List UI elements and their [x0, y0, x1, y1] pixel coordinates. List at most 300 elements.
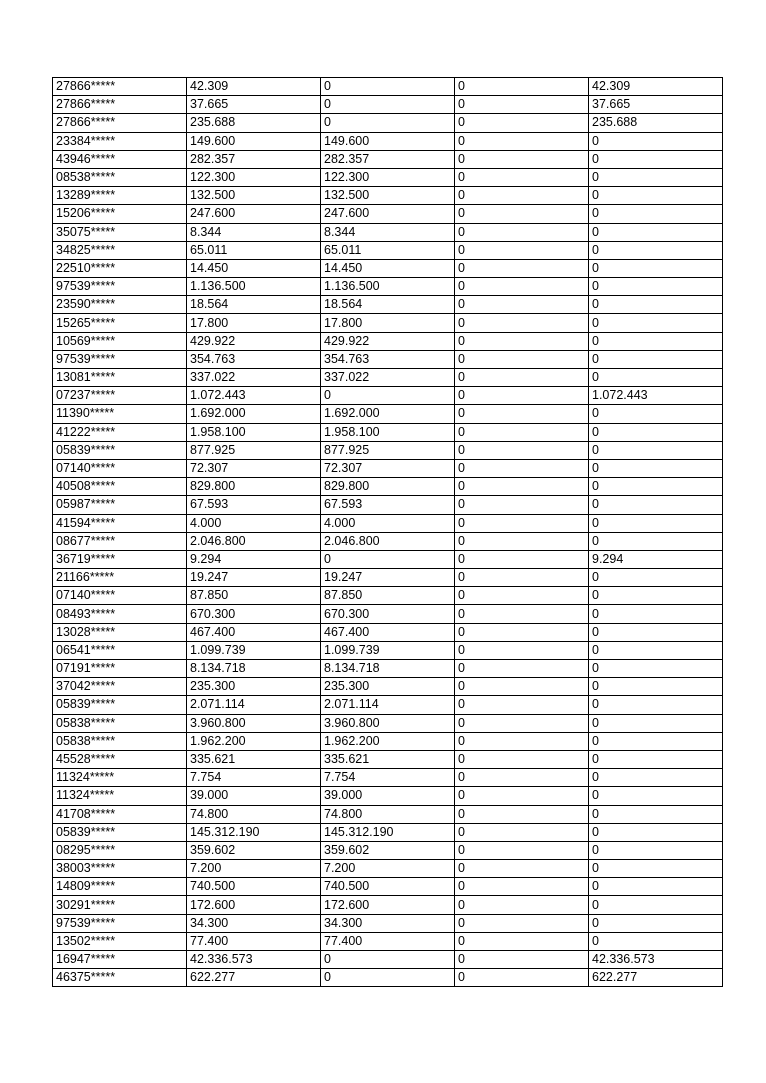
- table-row: [53, 660, 723, 678]
- column-5-cell: 0: [589, 914, 723, 932]
- column-3-cell: 18.564: [321, 296, 455, 314]
- amount-cell: 1.958.100: [187, 423, 321, 441]
- table-row: [53, 678, 723, 696]
- column-4-cell: 0: [455, 459, 589, 477]
- amount-cell: 7.200: [187, 860, 321, 878]
- column-5-cell: 235.688: [589, 114, 723, 132]
- column-5-cell: 0: [589, 878, 723, 896]
- amount-cell: 3.960.800: [187, 714, 321, 732]
- column-4-cell: 0: [455, 369, 589, 387]
- table-row: [53, 805, 723, 823]
- column-4-cell: 0: [455, 223, 589, 241]
- data-table: [52, 77, 723, 987]
- amount-cell: 149.600: [187, 132, 321, 150]
- id-cell: 08493*****: [53, 605, 187, 623]
- table-row: [53, 478, 723, 496]
- table-row: [53, 459, 723, 477]
- amount-cell: 8.134.718: [187, 660, 321, 678]
- column-4-cell: 0: [455, 296, 589, 314]
- column-5-cell: 0: [589, 187, 723, 205]
- column-3-cell: 132.500: [321, 187, 455, 205]
- column-5-cell: 0: [589, 259, 723, 277]
- id-cell: 46375*****: [53, 969, 187, 987]
- column-4-cell: 0: [455, 623, 589, 641]
- column-5-cell: 0: [589, 241, 723, 259]
- column-3-cell: 337.022: [321, 369, 455, 387]
- table-row: [53, 951, 723, 969]
- column-5-cell: 42.336.573: [589, 951, 723, 969]
- table-row: [53, 769, 723, 787]
- id-cell: 97539*****: [53, 350, 187, 368]
- amount-cell: 77.400: [187, 932, 321, 950]
- id-cell: 14809*****: [53, 878, 187, 896]
- amount-cell: 39.000: [187, 787, 321, 805]
- column-5-cell: 0: [589, 750, 723, 768]
- column-3-cell: 8.344: [321, 223, 455, 241]
- id-cell: 41222*****: [53, 423, 187, 441]
- column-4-cell: 0: [455, 405, 589, 423]
- column-3-cell: 7.200: [321, 860, 455, 878]
- column-4-cell: 0: [455, 150, 589, 168]
- amount-cell: 42.309: [187, 78, 321, 96]
- id-cell: 07237*****: [53, 387, 187, 405]
- column-4-cell: 0: [455, 805, 589, 823]
- column-4-cell: 0: [455, 387, 589, 405]
- id-cell: 05838*****: [53, 714, 187, 732]
- id-cell: 15206*****: [53, 205, 187, 223]
- id-cell: 27866*****: [53, 114, 187, 132]
- table-row: [53, 878, 723, 896]
- column-4-cell: 0: [455, 550, 589, 568]
- table-row: [53, 623, 723, 641]
- amount-cell: 172.600: [187, 896, 321, 914]
- amount-cell: 740.500: [187, 878, 321, 896]
- column-4-cell: 0: [455, 187, 589, 205]
- id-cell: 05839*****: [53, 823, 187, 841]
- column-5-cell: 0: [589, 805, 723, 823]
- amount-cell: 42.336.573: [187, 951, 321, 969]
- column-4-cell: 0: [455, 423, 589, 441]
- amount-cell: 18.564: [187, 296, 321, 314]
- amount-cell: 7.754: [187, 769, 321, 787]
- column-5-cell: 0: [589, 514, 723, 532]
- column-5-cell: 0: [589, 587, 723, 605]
- column-3-cell: 8.134.718: [321, 660, 455, 678]
- id-cell: 40508*****: [53, 478, 187, 496]
- column-3-cell: 19.247: [321, 569, 455, 587]
- column-5-cell: 0: [589, 569, 723, 587]
- column-3-cell: 467.400: [321, 623, 455, 641]
- column-5-cell: 0: [589, 823, 723, 841]
- column-4-cell: 0: [455, 587, 589, 605]
- column-3-cell: 77.400: [321, 932, 455, 950]
- id-cell: 08538*****: [53, 168, 187, 186]
- table-row: [53, 860, 723, 878]
- column-5-cell: 0: [589, 405, 723, 423]
- column-5-cell: 0: [589, 605, 723, 623]
- table-row: [53, 150, 723, 168]
- column-4-cell: 0: [455, 932, 589, 950]
- column-4-cell: 0: [455, 969, 589, 987]
- column-4-cell: 0: [455, 478, 589, 496]
- column-3-cell: 67.593: [321, 496, 455, 514]
- column-5-cell: 0: [589, 168, 723, 186]
- column-5-cell: 0: [589, 769, 723, 787]
- column-3-cell: 235.300: [321, 678, 455, 696]
- amount-cell: 72.307: [187, 459, 321, 477]
- column-5-cell: 0: [589, 369, 723, 387]
- table-row: [53, 78, 723, 96]
- column-5-cell: 0: [589, 696, 723, 714]
- table-row: [53, 496, 723, 514]
- column-5-cell: 0: [589, 223, 723, 241]
- column-3-cell: 72.307: [321, 459, 455, 477]
- id-cell: 08295*****: [53, 841, 187, 859]
- column-5-cell: 0: [589, 896, 723, 914]
- id-cell: 30291*****: [53, 896, 187, 914]
- column-5-cell: 0: [589, 478, 723, 496]
- id-cell: 05839*****: [53, 441, 187, 459]
- id-cell: 06541*****: [53, 641, 187, 659]
- table-row: [53, 441, 723, 459]
- column-4-cell: 0: [455, 750, 589, 768]
- amount-cell: 132.500: [187, 187, 321, 205]
- column-3-cell: 282.357: [321, 150, 455, 168]
- amount-cell: 17.800: [187, 314, 321, 332]
- column-5-cell: 0: [589, 532, 723, 550]
- column-5-cell: 0: [589, 932, 723, 950]
- amount-cell: 359.602: [187, 841, 321, 859]
- column-5-cell: 0: [589, 641, 723, 659]
- amount-cell: 4.000: [187, 514, 321, 532]
- amount-cell: 74.800: [187, 805, 321, 823]
- column-3-cell: 65.011: [321, 241, 455, 259]
- column-5-cell: 0: [589, 459, 723, 477]
- id-cell: 27866*****: [53, 78, 187, 96]
- column-5-cell: 0: [589, 678, 723, 696]
- table-row: [53, 350, 723, 368]
- amount-cell: 87.850: [187, 587, 321, 605]
- column-5-cell: 0: [589, 350, 723, 368]
- table-row: [53, 750, 723, 768]
- column-3-cell: 34.300: [321, 914, 455, 932]
- amount-cell: 19.247: [187, 569, 321, 587]
- column-3-cell: 877.925: [321, 441, 455, 459]
- column-5-cell: 0: [589, 714, 723, 732]
- column-4-cell: 0: [455, 787, 589, 805]
- column-4-cell: 0: [455, 896, 589, 914]
- column-4-cell: 0: [455, 696, 589, 714]
- id-cell: 13289*****: [53, 187, 187, 205]
- amount-cell: 1.962.200: [187, 732, 321, 750]
- column-4-cell: 0: [455, 769, 589, 787]
- column-5-cell: 0: [589, 623, 723, 641]
- table-row: [53, 696, 723, 714]
- column-5-cell: 1.072.443: [589, 387, 723, 405]
- table-row: [53, 369, 723, 387]
- column-4-cell: 0: [455, 332, 589, 350]
- column-3-cell: 145.312.190: [321, 823, 455, 841]
- table-row: [53, 641, 723, 659]
- id-cell: 34825*****: [53, 241, 187, 259]
- amount-cell: 1.136.500: [187, 278, 321, 296]
- column-3-cell: 87.850: [321, 587, 455, 605]
- amount-cell: 354.763: [187, 350, 321, 368]
- id-cell: 45528*****: [53, 750, 187, 768]
- id-cell: 11324*****: [53, 787, 187, 805]
- column-5-cell: 0: [589, 841, 723, 859]
- id-cell: 05987*****: [53, 496, 187, 514]
- amount-cell: 37.665: [187, 96, 321, 114]
- id-cell: 23384*****: [53, 132, 187, 150]
- table-row: [53, 114, 723, 132]
- table-row: [53, 787, 723, 805]
- column-4-cell: 0: [455, 314, 589, 332]
- column-4-cell: 0: [455, 241, 589, 259]
- amount-cell: 282.357: [187, 150, 321, 168]
- column-3-cell: 1.099.739: [321, 641, 455, 659]
- amount-cell: 14.450: [187, 259, 321, 277]
- table-row: [53, 96, 723, 114]
- amount-cell: 467.400: [187, 623, 321, 641]
- column-3-cell: 0: [321, 387, 455, 405]
- column-4-cell: 0: [455, 278, 589, 296]
- column-5-cell: 0: [589, 732, 723, 750]
- column-4-cell: 0: [455, 78, 589, 96]
- table-row: [53, 423, 723, 441]
- column-4-cell: 0: [455, 605, 589, 623]
- column-3-cell: 0: [321, 951, 455, 969]
- id-cell: 41594*****: [53, 514, 187, 532]
- column-5-cell: 622.277: [589, 969, 723, 987]
- column-3-cell: 0: [321, 96, 455, 114]
- column-3-cell: 39.000: [321, 787, 455, 805]
- table-row: [53, 732, 723, 750]
- id-cell: 16947*****: [53, 951, 187, 969]
- column-4-cell: 0: [455, 132, 589, 150]
- id-cell: 22510*****: [53, 259, 187, 277]
- id-cell: 15265*****: [53, 314, 187, 332]
- id-cell: 23590*****: [53, 296, 187, 314]
- column-5-cell: 0: [589, 787, 723, 805]
- table-row: [53, 550, 723, 568]
- column-5-cell: 0: [589, 660, 723, 678]
- amount-cell: 145.312.190: [187, 823, 321, 841]
- amount-cell: 337.022: [187, 369, 321, 387]
- id-cell: 07140*****: [53, 587, 187, 605]
- column-3-cell: 7.754: [321, 769, 455, 787]
- column-4-cell: 0: [455, 569, 589, 587]
- id-cell: 11390*****: [53, 405, 187, 423]
- id-cell: 36719*****: [53, 550, 187, 568]
- id-cell: 38003*****: [53, 860, 187, 878]
- id-cell: 05839*****: [53, 696, 187, 714]
- column-3-cell: 14.450: [321, 259, 455, 277]
- column-3-cell: 0: [321, 969, 455, 987]
- column-3-cell: 247.600: [321, 205, 455, 223]
- amount-cell: 2.071.114: [187, 696, 321, 714]
- table-row: [53, 187, 723, 205]
- column-3-cell: 0: [321, 114, 455, 132]
- table-row: [53, 841, 723, 859]
- column-3-cell: 122.300: [321, 168, 455, 186]
- amount-cell: 670.300: [187, 605, 321, 623]
- table-row: [53, 405, 723, 423]
- id-cell: 10569*****: [53, 332, 187, 350]
- column-3-cell: 1.962.200: [321, 732, 455, 750]
- column-5-cell: 0: [589, 423, 723, 441]
- table-row: [53, 168, 723, 186]
- column-4-cell: 0: [455, 350, 589, 368]
- table-row: [53, 259, 723, 277]
- column-4-cell: 0: [455, 441, 589, 459]
- column-5-cell: 0: [589, 150, 723, 168]
- column-5-cell: 0: [589, 332, 723, 350]
- column-5-cell: 0: [589, 314, 723, 332]
- table-row: [53, 569, 723, 587]
- table-row: [53, 587, 723, 605]
- column-4-cell: 0: [455, 641, 589, 659]
- column-4-cell: 0: [455, 860, 589, 878]
- column-4-cell: 0: [455, 259, 589, 277]
- amount-cell: 8.344: [187, 223, 321, 241]
- id-cell: 97539*****: [53, 278, 187, 296]
- column-4-cell: 0: [455, 678, 589, 696]
- table-row: [53, 914, 723, 932]
- column-3-cell: 3.960.800: [321, 714, 455, 732]
- amount-cell: 65.011: [187, 241, 321, 259]
- amount-cell: 34.300: [187, 914, 321, 932]
- column-3-cell: 670.300: [321, 605, 455, 623]
- column-4-cell: 0: [455, 841, 589, 859]
- table-body: [53, 78, 723, 987]
- column-3-cell: 1.692.000: [321, 405, 455, 423]
- column-3-cell: 74.800: [321, 805, 455, 823]
- column-5-cell: 0: [589, 278, 723, 296]
- amount-cell: 1.072.443: [187, 387, 321, 405]
- table-row: [53, 241, 723, 259]
- column-5-cell: 0: [589, 496, 723, 514]
- column-4-cell: 0: [455, 823, 589, 841]
- id-cell: 97539*****: [53, 914, 187, 932]
- id-cell: 35075*****: [53, 223, 187, 241]
- amount-cell: 247.600: [187, 205, 321, 223]
- table-row: [53, 896, 723, 914]
- id-cell: 41708*****: [53, 805, 187, 823]
- column-4-cell: 0: [455, 714, 589, 732]
- id-cell: 43946*****: [53, 150, 187, 168]
- amount-cell: 235.688: [187, 114, 321, 132]
- table-row: [53, 296, 723, 314]
- table-row: [53, 132, 723, 150]
- table-row: [53, 278, 723, 296]
- amount-cell: 429.922: [187, 332, 321, 350]
- column-4-cell: 0: [455, 96, 589, 114]
- amount-cell: 9.294: [187, 550, 321, 568]
- column-4-cell: 0: [455, 660, 589, 678]
- amount-cell: 122.300: [187, 168, 321, 186]
- column-3-cell: 17.800: [321, 314, 455, 332]
- column-4-cell: 0: [455, 878, 589, 896]
- amount-cell: 877.925: [187, 441, 321, 459]
- column-3-cell: 0: [321, 550, 455, 568]
- column-3-cell: 429.922: [321, 332, 455, 350]
- table-row: [53, 205, 723, 223]
- column-4-cell: 0: [455, 732, 589, 750]
- column-4-cell: 0: [455, 205, 589, 223]
- amount-cell: 67.593: [187, 496, 321, 514]
- column-3-cell: 0: [321, 78, 455, 96]
- column-4-cell: 0: [455, 168, 589, 186]
- column-3-cell: 335.621: [321, 750, 455, 768]
- column-4-cell: 0: [455, 114, 589, 132]
- column-4-cell: 0: [455, 951, 589, 969]
- column-4-cell: 0: [455, 496, 589, 514]
- id-cell: 07191*****: [53, 660, 187, 678]
- column-3-cell: 1.958.100: [321, 423, 455, 441]
- table-row: [53, 223, 723, 241]
- table-row: [53, 932, 723, 950]
- table-row: [53, 532, 723, 550]
- column-3-cell: 740.500: [321, 878, 455, 896]
- id-cell: 05838*****: [53, 732, 187, 750]
- amount-cell: 829.800: [187, 478, 321, 496]
- table-row: [53, 514, 723, 532]
- column-3-cell: 829.800: [321, 478, 455, 496]
- column-4-cell: 0: [455, 532, 589, 550]
- amount-cell: 1.099.739: [187, 641, 321, 659]
- id-cell: 13502*****: [53, 932, 187, 950]
- id-cell: 27866*****: [53, 96, 187, 114]
- id-cell: 13028*****: [53, 623, 187, 641]
- id-cell: 21166*****: [53, 569, 187, 587]
- table-row: [53, 387, 723, 405]
- column-4-cell: 0: [455, 914, 589, 932]
- amount-cell: 1.692.000: [187, 405, 321, 423]
- column-5-cell: 0: [589, 441, 723, 459]
- table-row: [53, 332, 723, 350]
- table-row: [53, 314, 723, 332]
- column-5-cell: 37.665: [589, 96, 723, 114]
- column-3-cell: 354.763: [321, 350, 455, 368]
- id-cell: 07140*****: [53, 459, 187, 477]
- id-cell: 11324*****: [53, 769, 187, 787]
- table-row: [53, 714, 723, 732]
- column-3-cell: 149.600: [321, 132, 455, 150]
- amount-cell: 235.300: [187, 678, 321, 696]
- column-3-cell: 4.000: [321, 514, 455, 532]
- table-row: [53, 969, 723, 987]
- column-5-cell: 0: [589, 132, 723, 150]
- column-3-cell: 2.071.114: [321, 696, 455, 714]
- column-3-cell: 359.602: [321, 841, 455, 859]
- column-5-cell: 0: [589, 860, 723, 878]
- column-5-cell: 0: [589, 205, 723, 223]
- column-3-cell: 1.136.500: [321, 278, 455, 296]
- amount-cell: 335.621: [187, 750, 321, 768]
- table-row: [53, 605, 723, 623]
- amount-cell: 2.046.800: [187, 532, 321, 550]
- amount-cell: 622.277: [187, 969, 321, 987]
- column-5-cell: 9.294: [589, 550, 723, 568]
- id-cell: 37042*****: [53, 678, 187, 696]
- column-3-cell: 172.600: [321, 896, 455, 914]
- column-5-cell: 0: [589, 296, 723, 314]
- id-cell: 13081*****: [53, 369, 187, 387]
- table-row: [53, 823, 723, 841]
- column-5-cell: 42.309: [589, 78, 723, 96]
- column-4-cell: 0: [455, 514, 589, 532]
